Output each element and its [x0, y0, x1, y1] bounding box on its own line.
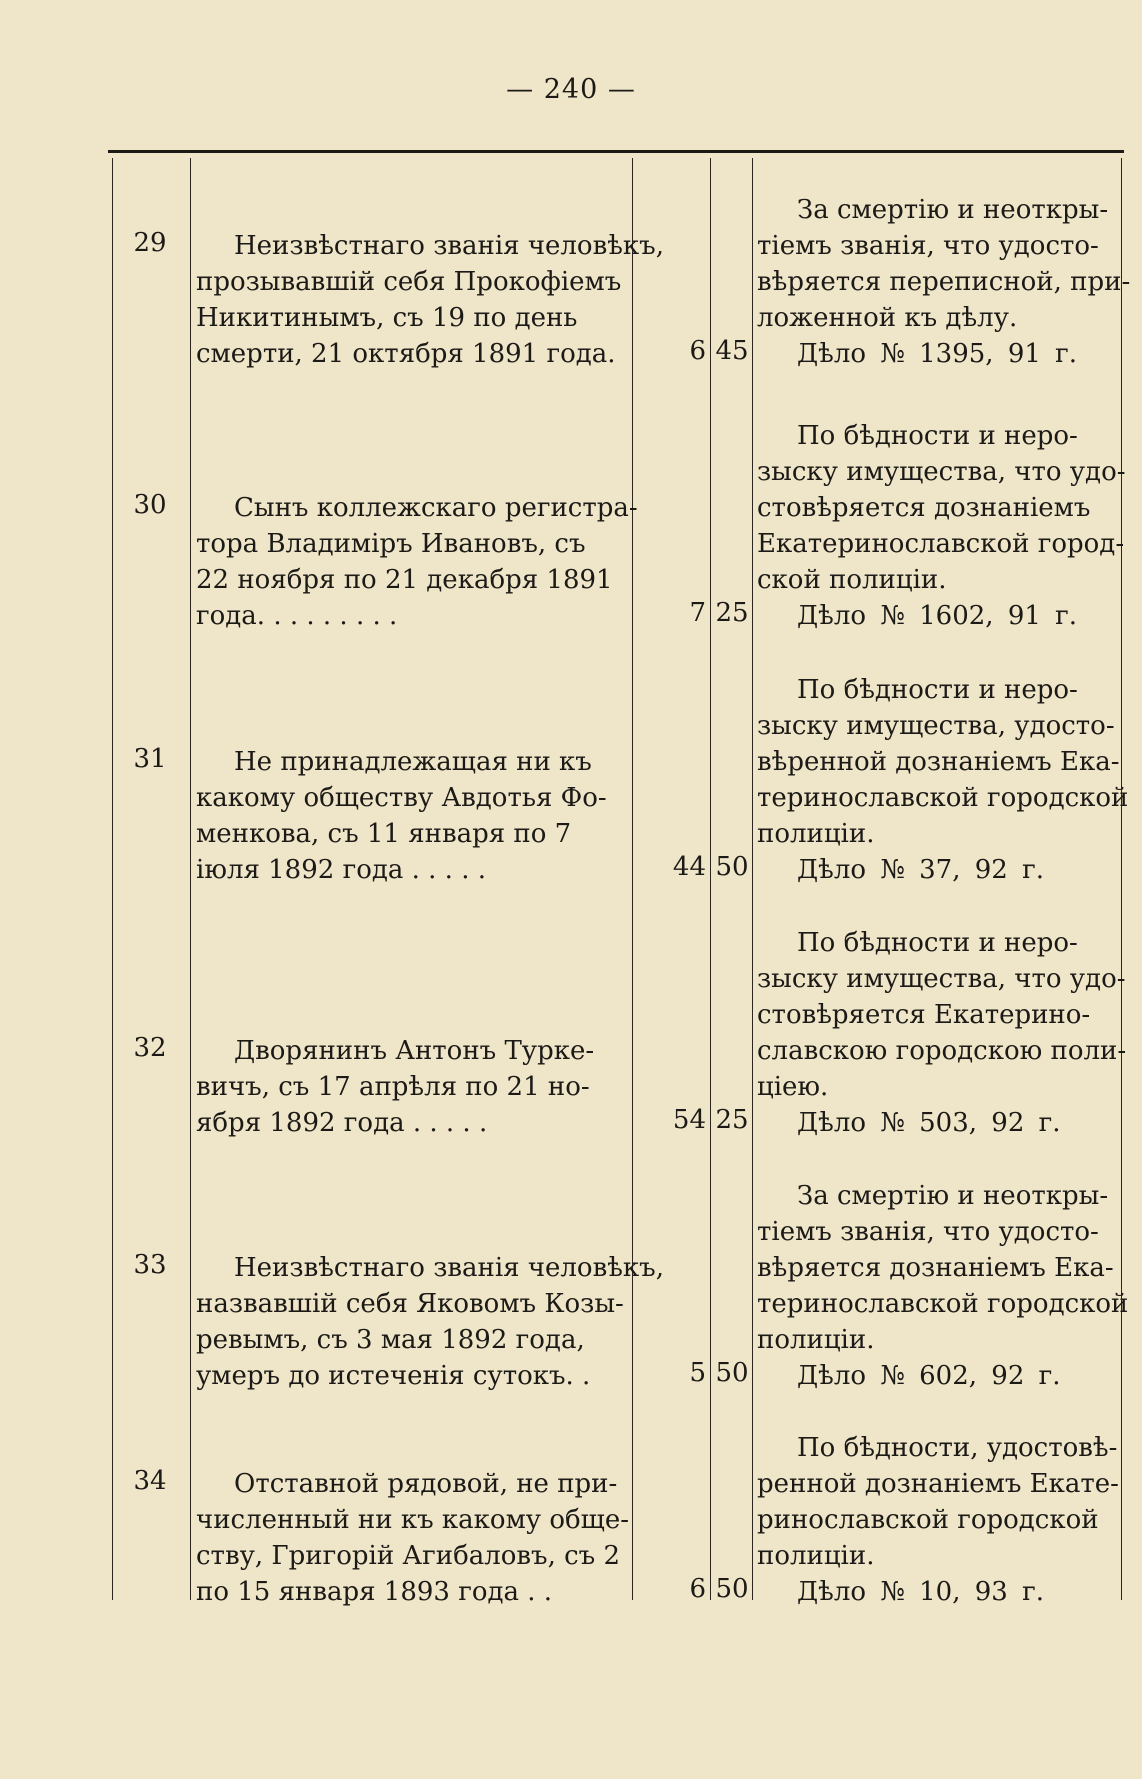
description-line: Отставной рядовой, не при- — [234, 1469, 618, 1499]
remarks-line: ской полиціи. — [757, 565, 947, 595]
amount-rubles: 54 — [672, 1105, 706, 1135]
description-line: назвавшій себя Яковомъ Козы- — [196, 1289, 624, 1319]
remarks-line: тіемъ званія, что удосто- — [757, 231, 1099, 261]
case-reference: Дѣло № 37, 92 г. — [797, 855, 1044, 885]
remarks-line: По бѣдности и неро- — [797, 675, 1078, 705]
entry-number: 33 — [133, 1250, 167, 1280]
entry-number: 31 — [133, 744, 167, 774]
remarks-cell — [757, 418, 1126, 634]
description-line: какому обществу Авдотья Фо- — [196, 783, 607, 813]
case-reference: Дѣло № 503, 92 г. — [797, 1108, 1061, 1138]
description-line: Никитинымъ, съ 19 по день — [196, 303, 578, 333]
column-divider — [190, 158, 191, 1600]
column-divider — [632, 158, 633, 1600]
amount-kopecks: 45 — [715, 336, 749, 366]
description-line: численный ни къ какому обще- — [196, 1505, 629, 1535]
remarks-line: стовѣряется Екатерино- — [757, 1000, 1091, 1030]
amount-rubles: 6 — [689, 336, 706, 366]
remarks-cell — [757, 192, 1131, 372]
description-line: іюля 1892 года . . . . . — [196, 855, 486, 885]
amount-rubles: 6 — [689, 1574, 706, 1604]
remarks-line: славскою городскою поли- — [757, 1036, 1127, 1066]
remarks-line: вѣряется дознаніемъ Ека- — [757, 1253, 1114, 1283]
remarks-line: ренной дознаніемъ Екате- — [757, 1469, 1119, 1499]
remarks-cell — [757, 672, 1129, 888]
remarks-line: полиціи. — [757, 1541, 875, 1571]
remarks-line: вѣряется переписной, при- — [757, 267, 1131, 297]
description-line: года. . . . . . . . . — [196, 601, 398, 631]
page-number: — 240 — — [506, 74, 636, 105]
remarks-line: стовѣряется дознаніемъ — [757, 493, 1091, 523]
remarks-line: полиціи. — [757, 819, 875, 849]
remarks-line: вѣренной дознаніемъ Ека- — [757, 747, 1120, 777]
table-border-right — [1121, 158, 1122, 1600]
amount-kopecks: 50 — [715, 1574, 749, 1604]
remarks-line: ложенной къ дѣлу. — [757, 303, 1018, 333]
description-line: ревымъ, съ 3 мая 1892 года, — [196, 1325, 585, 1355]
remarks-line: Екатеринославской город- — [757, 529, 1125, 559]
table-top-rule — [108, 150, 1124, 153]
remarks-line: За смертію и неоткры- — [797, 1181, 1109, 1211]
remarks-line: зыску имущества, удосто- — [757, 711, 1115, 741]
description-line: Неизвѣстнаго званія человѣкъ, — [234, 231, 664, 261]
entry-number: 30 — [133, 490, 167, 520]
case-reference: Дѣло № 10, 93 г. — [797, 1577, 1044, 1607]
entry-number: 32 — [133, 1033, 167, 1063]
description-line: ству, Григорій Агибаловъ, съ 2 — [196, 1541, 621, 1571]
amount-rubles: 7 — [689, 598, 706, 628]
description-cell — [196, 1033, 628, 1141]
description-line: менкова, съ 11 января по 7 — [196, 819, 572, 849]
description-cell — [196, 228, 664, 372]
description-cell — [196, 490, 638, 634]
remarks-line: зыску имущества, что удо- — [757, 457, 1126, 487]
description-line: прозывавшій себя Прокофіемъ — [196, 267, 622, 297]
table-border-left — [112, 158, 113, 1600]
remarks-line: тіемъ званія, что удосто- — [757, 1217, 1099, 1247]
case-reference: Дѣло № 1602, 91 г. — [797, 601, 1078, 631]
entry-number: 29 — [133, 228, 167, 258]
remarks-line: зыску имущества, что удо- — [757, 964, 1126, 994]
description-cell — [196, 1466, 628, 1610]
description-line: смерти, 21 октября 1891 года. — [196, 339, 616, 369]
remarks-line: По бѣдности и неро- — [797, 421, 1078, 451]
description-cell — [196, 1250, 664, 1394]
remarks-line: За смертію и неоткры- — [797, 195, 1109, 225]
description-line: вичъ, съ 17 апрѣля по 21 но- — [196, 1072, 590, 1102]
description-line: 22 ноября по 21 декабря 1891 — [196, 565, 613, 595]
description-line: ября 1892 года . . . . . — [196, 1108, 488, 1138]
amount-kopecks: 25 — [715, 598, 749, 628]
entry-number: 34 — [133, 1466, 167, 1496]
description-line: Дворянинъ Антонъ Турке- — [234, 1036, 595, 1066]
column-divider — [752, 158, 753, 1600]
case-reference: Дѣло № 602, 92 г. — [797, 1361, 1061, 1391]
description-cell — [196, 744, 628, 888]
description-line: по 15 января 1893 года . . — [196, 1577, 553, 1607]
description-line: Сынъ коллежскаго регистра- — [234, 493, 638, 523]
amount-kopecks: 50 — [715, 852, 749, 882]
case-reference: Дѣло № 1395, 91 г. — [797, 339, 1078, 369]
remarks-line: полиціи. — [757, 1325, 875, 1355]
description-line: умеръ до истеченія сутокъ. . — [196, 1361, 591, 1391]
remarks-line: По бѣдности, удостовѣ- — [797, 1433, 1118, 1463]
description-line: Неизвѣстнаго званія человѣкъ, — [234, 1253, 664, 1283]
remarks-cell — [757, 1178, 1129, 1394]
description-line: Не принадлежащая ни къ — [234, 747, 592, 777]
column-divider — [710, 158, 711, 1600]
amount-rubles: 44 — [672, 852, 706, 882]
remarks-line: ринославской городской — [757, 1505, 1099, 1535]
remarks-line: ціею. — [757, 1072, 829, 1102]
amount-kopecks: 50 — [715, 1358, 749, 1388]
remarks-line: теринославской городской — [757, 783, 1129, 813]
remarks-line: теринославской городской — [757, 1289, 1129, 1319]
remarks-cell — [757, 1430, 1121, 1610]
description-line: тора Владиміръ Ивановъ, съ — [196, 529, 586, 559]
amount-kopecks: 25 — [715, 1105, 749, 1135]
amount-rubles: 5 — [689, 1358, 706, 1388]
remarks-line: По бѣдности и неро- — [797, 928, 1078, 958]
remarks-cell — [757, 925, 1127, 1141]
